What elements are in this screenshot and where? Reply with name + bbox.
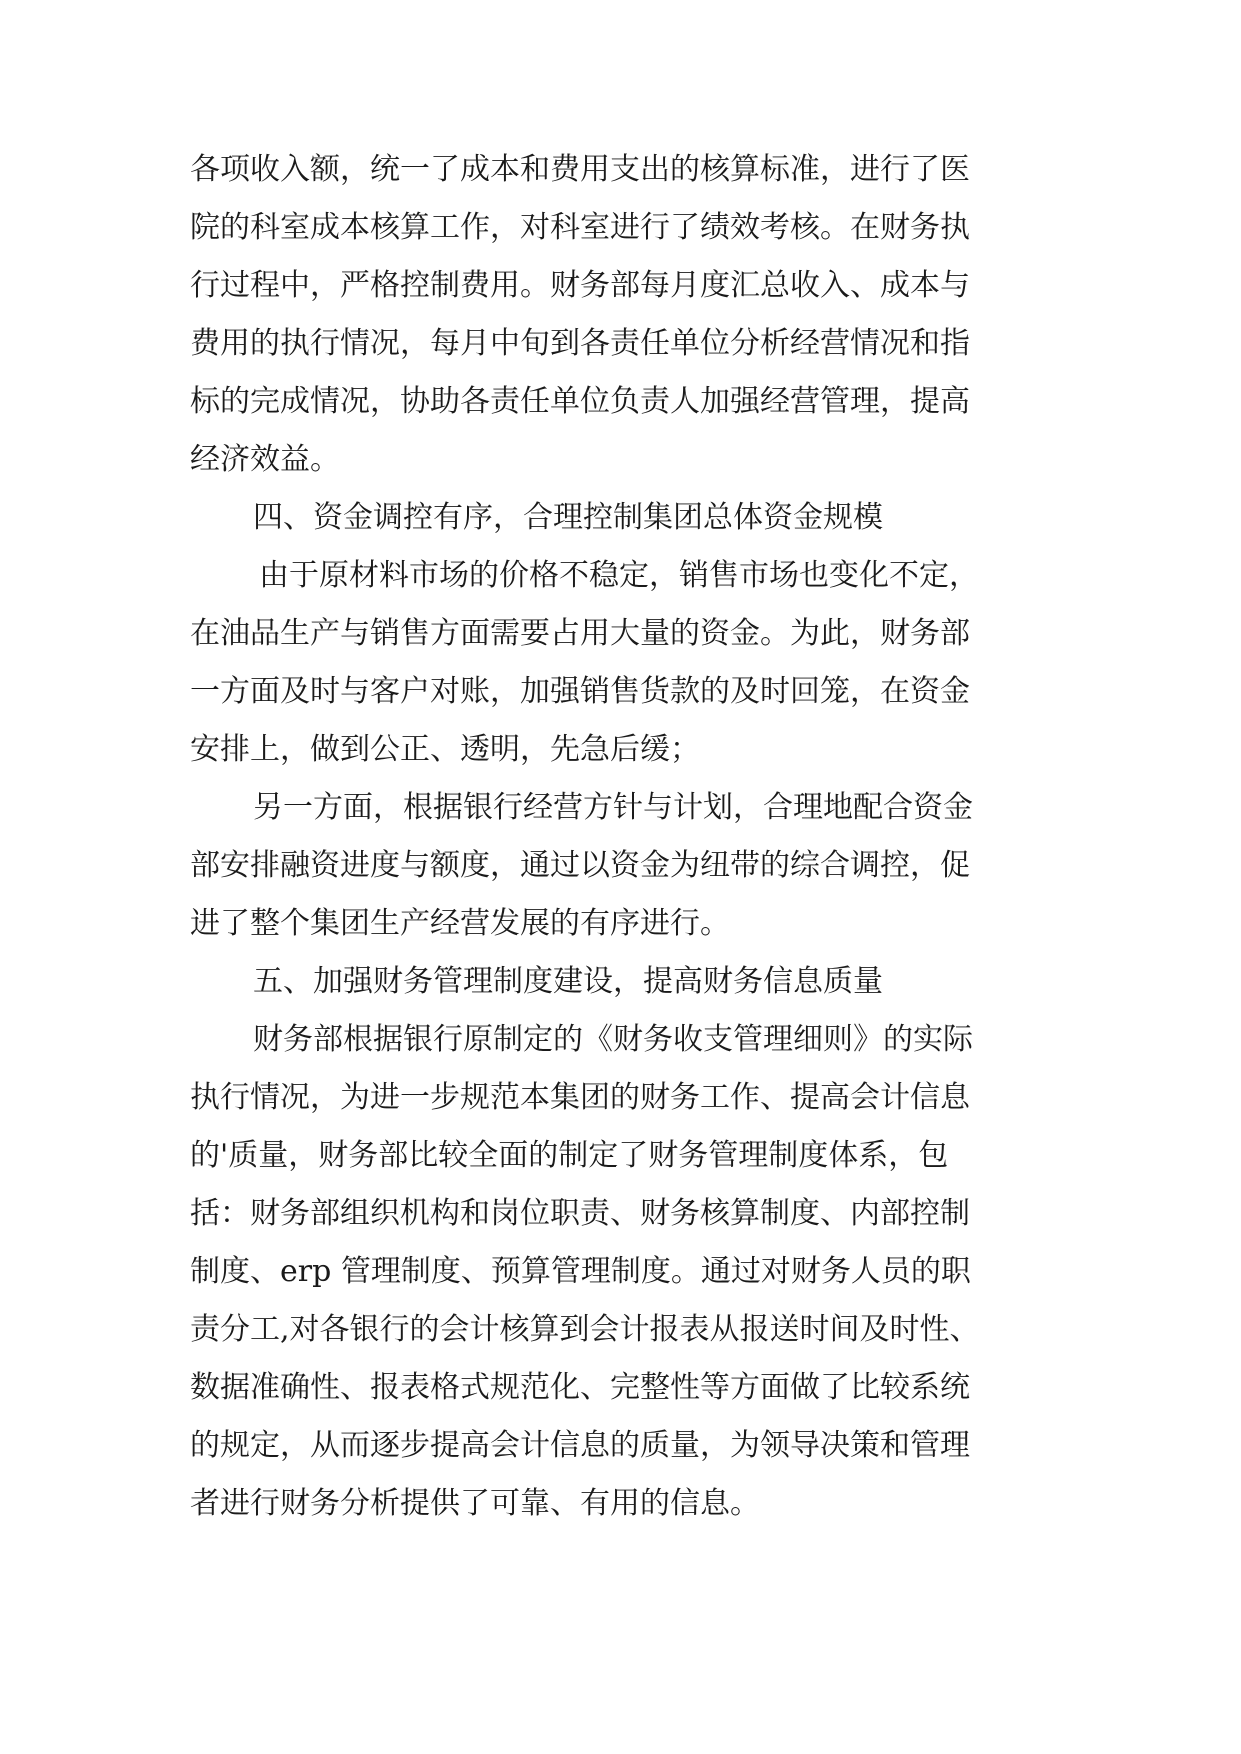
text-line: 在油品生产与销售方面需要占用大量的资金。为此，财务部 [190, 616, 970, 651]
text-line: 标的完成情况，协助各责任单位负责人加强经营管理，提高 [190, 384, 970, 419]
text-line: 数据准确性、报表格式规范化、完整性等方面做了比较系统 [190, 1370, 970, 1405]
text-line: 院的科室成本核算工作，对科室进行了绩效考核。在财务执 [190, 210, 970, 245]
text-line: 进了整个集团生产经营发展的有序进行。 [190, 906, 730, 941]
text-line: 由于原材料市场的价格不稳定，销售市场也变化不定， [259, 558, 979, 593]
text-line: 执行情况，为进一步规范本集团的财务工作、提高会计信息 [190, 1080, 970, 1115]
text-line: 的'质量，财务部比较全面的制定了财务管理制度体系，包 [190, 1138, 949, 1173]
text-line: 者进行财务分析提供了可靠、有用的信息。 [190, 1486, 760, 1521]
text-line: 财务部根据银行原制定的《财务收支管理细则》的实际 [253, 1022, 973, 1057]
text-line: 费用的执行情况，每月中旬到各责任单位分析经营情况和指 [190, 326, 970, 361]
text-line: 责分工,对各银行的会计核算到会计报表从报送时间及时性、 [190, 1312, 980, 1347]
text-line: 部安排融资进度与额度，通过以资金为纽带的综合调控，促 [190, 848, 970, 883]
text-line: 各项收入额，统一了成本和费用支出的核算标准，进行了医 [190, 152, 970, 187]
text-line: 的规定，从而逐步提高会计信息的质量，为领导决策和管理 [190, 1428, 970, 1463]
text-line: 经济效益。 [190, 442, 340, 477]
text-line: 行过程中，严格控制费用。财务部每月度汇总收入、成本与 [190, 268, 970, 303]
text-line: 一方面及时与客户对账，加强销售货款的及时回笼，在资金 [190, 674, 970, 709]
section-heading: 四、资金调控有序，合理控制集团总体资金规模 [253, 500, 883, 535]
section-heading: 五、加强财务管理制度建设，提高财务信息质量 [253, 964, 883, 999]
text-line: 制度、erp 管理制度、预算管理制度。通过对财务人员的职 [190, 1254, 971, 1289]
text-line: 安排上，做到公正、透明，先急后缓； [190, 732, 700, 767]
text-line: 括：财务部组织机构和岗位职责、财务核算制度、内部控制 [190, 1196, 970, 1231]
text-line: 另一方面，根据银行经营方针与计划，合理地配合资金 [253, 790, 973, 825]
